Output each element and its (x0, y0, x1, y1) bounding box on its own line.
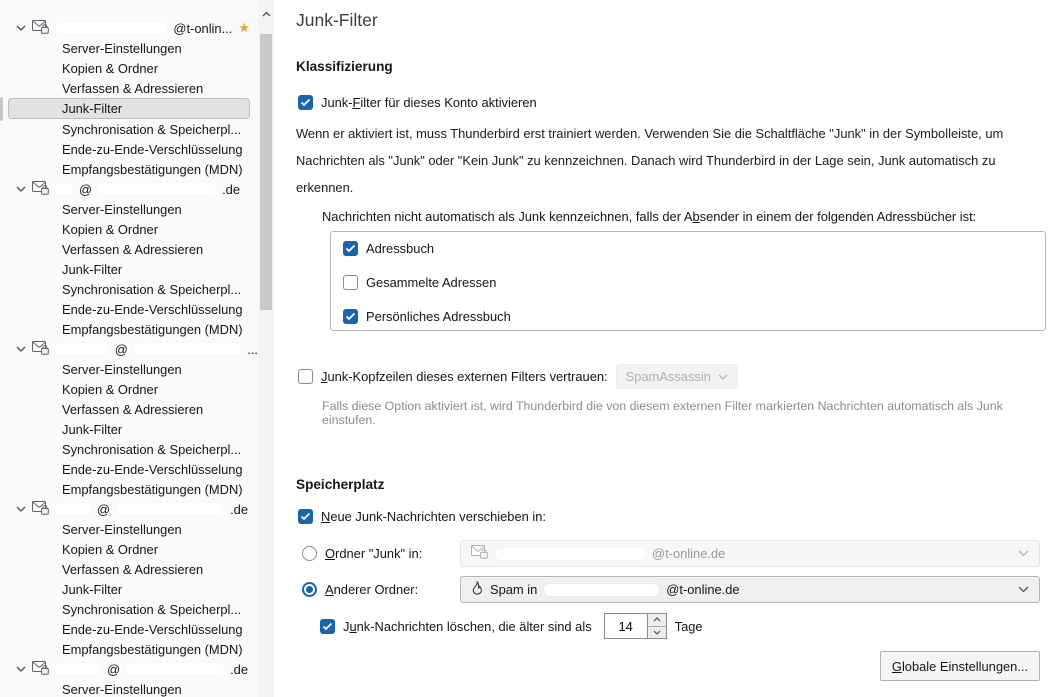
sidebar-item-copies-folders[interactable] (0, 379, 258, 399)
chevron-down-icon (718, 374, 728, 380)
sidebar-item-label: Ende-zu-Ende-Verschlüsselung (62, 461, 243, 477)
addressbook-listbox[interactable] (330, 231, 1046, 331)
sidebar-item-server-settings[interactable] (0, 519, 258, 539)
account-name: .de (222, 181, 241, 197)
addressbook-row[interactable] (343, 241, 1033, 256)
redacted-text (55, 343, 109, 355)
chevron-down-icon[interactable] (16, 25, 26, 31)
move-junk-label: Neue Junk-Nachrichten verschieben in: (321, 509, 546, 524)
sidebar-item-label: Verfassen & Adressieren (62, 80, 204, 96)
chevron-down-icon (1018, 550, 1029, 557)
other-folder-value-pre: Spam in (490, 582, 538, 597)
delete-junk-label: Junk-Nachrichten löschen, die älter sind als (343, 618, 592, 634)
sidebar-item-server-settings[interactable] (0, 679, 258, 697)
move-junk-checkbox[interactable] (298, 509, 313, 524)
sidebar-account-3[interactable] (0, 339, 258, 359)
other-folder-radio-label: Anderer Ordner: (325, 582, 419, 597)
sidebar-item-return-receipts[interactable] (0, 159, 258, 179)
spinner-down-button[interactable] (648, 627, 666, 639)
mail-account-lock-icon (32, 181, 49, 198)
chevron-down-icon[interactable] (16, 346, 26, 352)
mail-account-lock-icon (32, 341, 49, 358)
sidebar-item-junk-filter[interactable] (0, 579, 258, 599)
junk-description: Wenn er aktiviert ist, muss Thunderbird erst trainiert werden. Verwenden Sie die Schaltfläche "Junk" in der Symbolleiste, um Nachrichten als "Junk" oder "Kein Junk" zu kennzeichnen. Danach wird Thunderbird in der Lage sein, Junk automatisch zu erkennen. (296, 126, 1004, 195)
classification-heading: Klassifizierung (296, 59, 393, 74)
sidebar-item-label: Empfangsbestätigungen (MDN) (62, 161, 243, 177)
sidebar-item-label: Server-Einstellungen (62, 201, 182, 217)
sidebar-item-label: Empfangsbestätigungen (MDN) (62, 641, 243, 657)
addressbook-row[interactable] (343, 309, 1033, 324)
scroll-up-arrow-icon[interactable] (258, 6, 274, 22)
trust-filter-checkbox[interactable] (298, 369, 313, 384)
other-folder-radio[interactable] (302, 582, 317, 597)
sidebar-item-e2e-encryption[interactable] (0, 459, 258, 479)
check-icon (322, 622, 333, 631)
redacted-text (98, 183, 216, 195)
chevron-up-icon (653, 617, 661, 622)
sidebar-item-return-receipts[interactable] (0, 639, 258, 659)
global-settings-button[interactable]: Globale Einstellungen... (880, 651, 1040, 681)
delete-days-unit: Tage (674, 618, 703, 634)
sidebar-account-2[interactable] (0, 179, 258, 199)
trust-filter-row (298, 364, 738, 389)
redacted-text (134, 343, 241, 355)
sidebar-item-label: Junk-Filter (62, 581, 123, 597)
sidebar-item-label: Verfassen & Adressieren (62, 401, 204, 417)
whitelist-label: Nachrichten nicht automatisch als Junk kennzeichnen, falls der Absender in einem der folgenden Adressbücher ist: (322, 209, 977, 224)
sidebar-item-label: Server-Einstellungen (62, 361, 182, 377)
sidebar-item-sync-storage[interactable] (0, 599, 258, 619)
sidebar-item-label: Kopien & Ordner (62, 541, 159, 557)
sidebar-item-label: Kopien & Ordner (62, 60, 159, 76)
sidebar-item-label: Synchronisation & Speicherpl... (62, 281, 242, 297)
move-junk-row (298, 509, 546, 524)
redacted-text (55, 22, 167, 34)
sidebar-item-sync-storage[interactable] (0, 119, 258, 139)
junk-flame-icon (471, 581, 483, 599)
sidebar-item-label: Synchronisation & Speicherpl... (62, 601, 242, 617)
page-title: Junk-Filter (296, 10, 378, 30)
redacted-text (126, 663, 224, 675)
sidebar-item-label: Junk-Filter (62, 421, 123, 437)
account-name: @ (114, 341, 128, 357)
delete-junk-checkbox[interactable] (320, 619, 335, 634)
addressbook-label: Adressbuch (366, 241, 435, 256)
other-folder-select[interactable] (460, 576, 1040, 603)
sidebar-item-e2e-encryption[interactable] (0, 139, 258, 159)
mail-account-lock-icon (471, 545, 488, 562)
trust-filter-note: Falls diese Option aktiviert ist, wird Thunderbird die von diesem externen Filter markierten Nachrichten automatisch als Junk einstufen. (322, 399, 1003, 427)
sidebar-item-label: Junk-Filter (62, 101, 123, 116)
sidebar-item-junk-filter[interactable] (0, 419, 258, 439)
account-name: .de (230, 661, 249, 677)
sidebar-item-label: Server-Einstellungen (62, 521, 182, 537)
chevron-down-icon[interactable] (16, 506, 26, 512)
enable-junk-row (298, 95, 537, 110)
redacted-text (495, 548, 645, 560)
sidebar-item-label: Synchronisation & Speicherpl... (62, 121, 242, 137)
account-name: .de (230, 501, 249, 517)
sidebar-item-composition[interactable] (0, 239, 258, 259)
delete-days-field (604, 613, 667, 639)
redacted-text (55, 503, 91, 515)
sidebar-item-server-settings[interactable] (0, 199, 258, 219)
sidebar-item-label: Empfangsbestätigungen (MDN) (62, 481, 243, 497)
account-name: @ (107, 661, 121, 677)
other-folder-row (302, 576, 1040, 603)
junk-folder-account-value: @t-online.de (652, 546, 726, 561)
sidebar-item-e2e-encryption[interactable] (0, 299, 258, 319)
redacted-text (544, 584, 659, 596)
scrollbar-thumb[interactable] (260, 34, 272, 310)
sidebar-item-label: Verfassen & Adressieren (62, 561, 204, 577)
sidebar-item-junk-filter[interactable] (0, 259, 258, 279)
redacted-text (116, 503, 224, 515)
addressbook-label: Gesammelte Adressen (366, 275, 497, 290)
sidebar-scrollbar[interactable] (258, 0, 274, 697)
sidebar-edge-indicator (0, 97, 3, 121)
sidebar-item-label: Server-Einstellungen (62, 681, 182, 697)
chevron-down-icon (653, 630, 661, 635)
default-account-star-icon: ★ (238, 20, 250, 35)
junk-folder-radio[interactable] (302, 546, 317, 561)
redacted-text (55, 663, 101, 675)
addressbook-row[interactable] (343, 275, 1033, 290)
sidebar-item-return-receipts[interactable] (0, 479, 258, 499)
sidebar-item-return-receipts[interactable] (0, 319, 258, 339)
delete-days-input[interactable] (605, 614, 647, 638)
sidebar-item-composition[interactable] (0, 78, 258, 98)
junk-folder-account-select[interactable] (460, 540, 1040, 567)
chevron-down-icon[interactable] (16, 186, 26, 192)
sidebar-account-4[interactable] (0, 499, 258, 519)
sidebar-item-label: Server-Einstellungen (62, 40, 182, 56)
sidebar-item-copies-folders[interactable] (0, 219, 258, 239)
mail-account-lock-icon (32, 20, 49, 37)
sidebar-item-label: Verfassen & Adressieren (62, 241, 204, 257)
redacted-text (55, 183, 73, 195)
account-name: @ (97, 501, 111, 517)
sidebar-item-sync-storage[interactable] (0, 279, 258, 299)
sidebar-item-label: Empfangsbestätigungen (MDN) (62, 321, 243, 337)
sidebar-item-server-settings[interactable] (0, 359, 258, 379)
sidebar-item-junk-filter-selected[interactable] (8, 98, 250, 119)
account-name: @ (79, 181, 93, 197)
junk-folder-radio-label: Ordner "Junk" in: (325, 546, 423, 561)
sidebar-account-5[interactable] (0, 659, 258, 679)
account-name: @t-onlin... (173, 20, 233, 36)
trust-filter-select-value: SpamAssassin (625, 369, 711, 384)
check-icon (300, 512, 311, 521)
sidebar-item-label: Junk-Filter (62, 261, 123, 277)
check-icon (300, 98, 311, 107)
sidebar-item-label: Ende-zu-Ende-Verschlüsselung (62, 621, 243, 637)
sidebar-item-copies-folders[interactable] (0, 539, 258, 559)
other-folder-value-suffix: @t-online.de (666, 582, 740, 597)
addressbook-label: Persönliches Adressbuch (366, 309, 511, 324)
sidebar-account-1[interactable] (0, 18, 258, 38)
chevron-down-icon (1018, 586, 1029, 593)
junk-settings-pane (274, 0, 1060, 697)
account-settings-sidebar (0, 0, 258, 697)
storage-heading: Speicherplatz (296, 477, 385, 492)
enable-junk-checkbox[interactable] (298, 95, 313, 110)
spinner-up-button[interactable] (648, 614, 666, 627)
delete-days-spinner (647, 614, 666, 638)
trust-filter-select[interactable] (616, 364, 738, 389)
addressbook-checkbox[interactable] (343, 309, 358, 324)
enable-junk-label: Junk-Filter für dieses Konto aktivieren (321, 95, 537, 110)
mail-account-lock-icon (32, 501, 49, 518)
sidebar-item-copies-folders[interactable] (0, 58, 258, 78)
sidebar-item-label: Ende-zu-Ende-Verschlüsselung (62, 301, 243, 317)
mail-account-lock-icon (32, 661, 49, 678)
sidebar-item-label: Synchronisation & Speicherpl... (62, 441, 242, 457)
check-icon (345, 244, 356, 253)
sidebar-item-label: Kopien & Ordner (62, 381, 159, 397)
sidebar-item-label: Ende-zu-Ende-Verschlüsselung (62, 141, 243, 157)
addressbook-checkbox[interactable] (343, 275, 358, 290)
sidebar-item-composition[interactable] (0, 559, 258, 579)
sidebar-item-server-settings[interactable] (0, 38, 258, 58)
check-icon (345, 312, 356, 321)
account-name: ... (247, 341, 258, 357)
addressbook-checkbox[interactable] (343, 241, 358, 256)
chevron-down-icon[interactable] (16, 666, 26, 672)
trust-filter-label: Junk-Kopfzeilen dieses externen Filters vertrauen: (321, 369, 608, 384)
junk-folder-row (302, 540, 1040, 567)
sidebar-item-e2e-encryption[interactable] (0, 619, 258, 639)
sidebar-item-composition[interactable] (0, 399, 258, 419)
delete-junk-row (320, 613, 703, 639)
sidebar-item-sync-storage[interactable] (0, 439, 258, 459)
sidebar-item-label: Kopien & Ordner (62, 221, 159, 237)
